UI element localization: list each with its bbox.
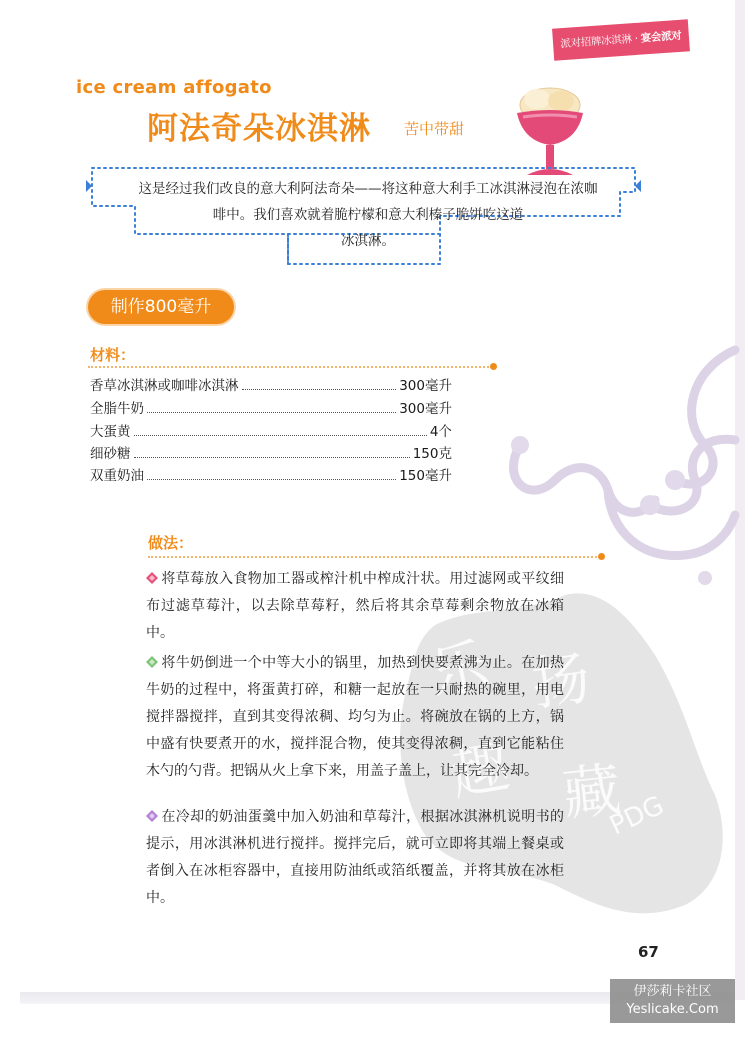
recipe-title: 阿法奇朵冰淇淋 <box>147 111 371 147</box>
yield-badge: 制作800毫升 <box>88 290 234 324</box>
recipe-subtitle: 苦中带甜 <box>404 120 465 138</box>
ingredient-row <box>90 420 452 440</box>
ingredient-name: 双重奶油 <box>90 468 144 484</box>
svg-text:趣: 趣 <box>445 731 515 809</box>
materials-divider <box>88 366 493 368</box>
method-heading: 做法： <box>148 534 194 552</box>
site-watermark-en: Yeslicake.Com <box>626 1002 719 1017</box>
ingredient-qty: 150克 <box>412 446 452 462</box>
ingredient-name: 大蛋黄 <box>90 424 131 440</box>
ingredient-row <box>90 464 452 484</box>
materials-heading: 材料： <box>90 346 136 364</box>
step-1-diamond-icon <box>146 572 158 584</box>
leader-dots <box>242 389 397 390</box>
svg-text:藏: 藏 <box>559 755 625 829</box>
ingredient-name: 香草冰淇淋或咖啡冰淇淋 <box>90 378 239 394</box>
method-step <box>146 650 564 785</box>
intro-text <box>88 176 648 254</box>
method-step <box>146 566 564 647</box>
leader-dots <box>147 479 396 480</box>
ingredient-row <box>90 442 452 462</box>
step-2-text: 将牛奶倒进一个中等大小的锅里，加热到快要煮沸为止。在加热牛奶的过程中，将蛋黄打碎，和糖一起放在一只耐热的碗里，用电搅拌器搅拌，直到其变得浓稠、均匀为止。将碗放在锅的上方，锅中盛有快要煮开的水，搅拌混合物，使其变得浓稠，直到它能粘住木勺的勺背。把锅从火上拿下来，用盖子盖上，让其完全冷却。 <box>146 655 564 779</box>
section-tag-part1: 派对招牌冰淇淋 · <box>560 32 642 51</box>
ingredient-qty: 300毫升 <box>399 401 452 417</box>
method-divider <box>148 556 601 558</box>
leader-dots <box>147 412 396 413</box>
ingredient-name: 细砂糖 <box>90 446 131 462</box>
ingredient-qty: 4个 <box>429 424 452 440</box>
leader-dots <box>134 435 427 436</box>
intro-line-1: 这是经过我们改良的意大利阿法奇朵——将这种意大利手工冰淇淋浸泡在浓咖 <box>138 181 598 197</box>
step-3-diamond-icon <box>146 810 158 822</box>
svg-text:乐: 乐 <box>423 630 495 709</box>
method-divider-dot <box>598 553 605 560</box>
page-number: 67 <box>638 943 659 961</box>
site-watermark-cn: 伊莎莉卡社区 <box>633 984 712 999</box>
ingredient-name: 全脂牛奶 <box>90 401 144 417</box>
ingredient-row <box>90 374 452 394</box>
site-watermark <box>610 979 735 1023</box>
leader-dots <box>134 457 410 458</box>
intro-line-2: 啡中。我们喜欢就着脆柠檬和意大利榛子脆饼吃这道 <box>212 207 524 223</box>
step-3-text: 在冷却的奶油蛋羹中加入奶油和草莓汁，根据冰淇淋机说明书的提示，用冰淇淋机进行搅拌。搅拌完后，就可立即将其端上餐桌或者倒入在冰柜容器中，直接用防油纸或箔纸覆盖，并将其放在冰柜中。 <box>146 809 564 906</box>
step-2-diamond-icon <box>146 656 158 668</box>
intro-line-3: 冰淇淋。 <box>341 233 395 249</box>
method-step <box>146 804 564 912</box>
section-tag-part2: 宴会派对 <box>640 29 682 45</box>
section-tag <box>552 19 690 60</box>
svg-text:扬: 扬 <box>527 643 595 719</box>
recipe-title-english: ice cream affogato <box>76 77 272 98</box>
step-1-text: 将草莓放入食物加工器或榨汁机中榨成汁状。用过滤网或平纹细布过滤草莓汁，以去除草莓籽，然后将其余草莓剩余物放在冰箱中。 <box>146 571 564 641</box>
ingredient-row <box>90 397 452 417</box>
ingredient-qty: 150毫升 <box>399 468 452 484</box>
materials-divider-dot <box>490 363 497 370</box>
ingredient-qty: 300毫升 <box>399 378 452 394</box>
swirl-ornament <box>490 330 740 590</box>
watermark-pdg: PDG <box>605 790 669 842</box>
